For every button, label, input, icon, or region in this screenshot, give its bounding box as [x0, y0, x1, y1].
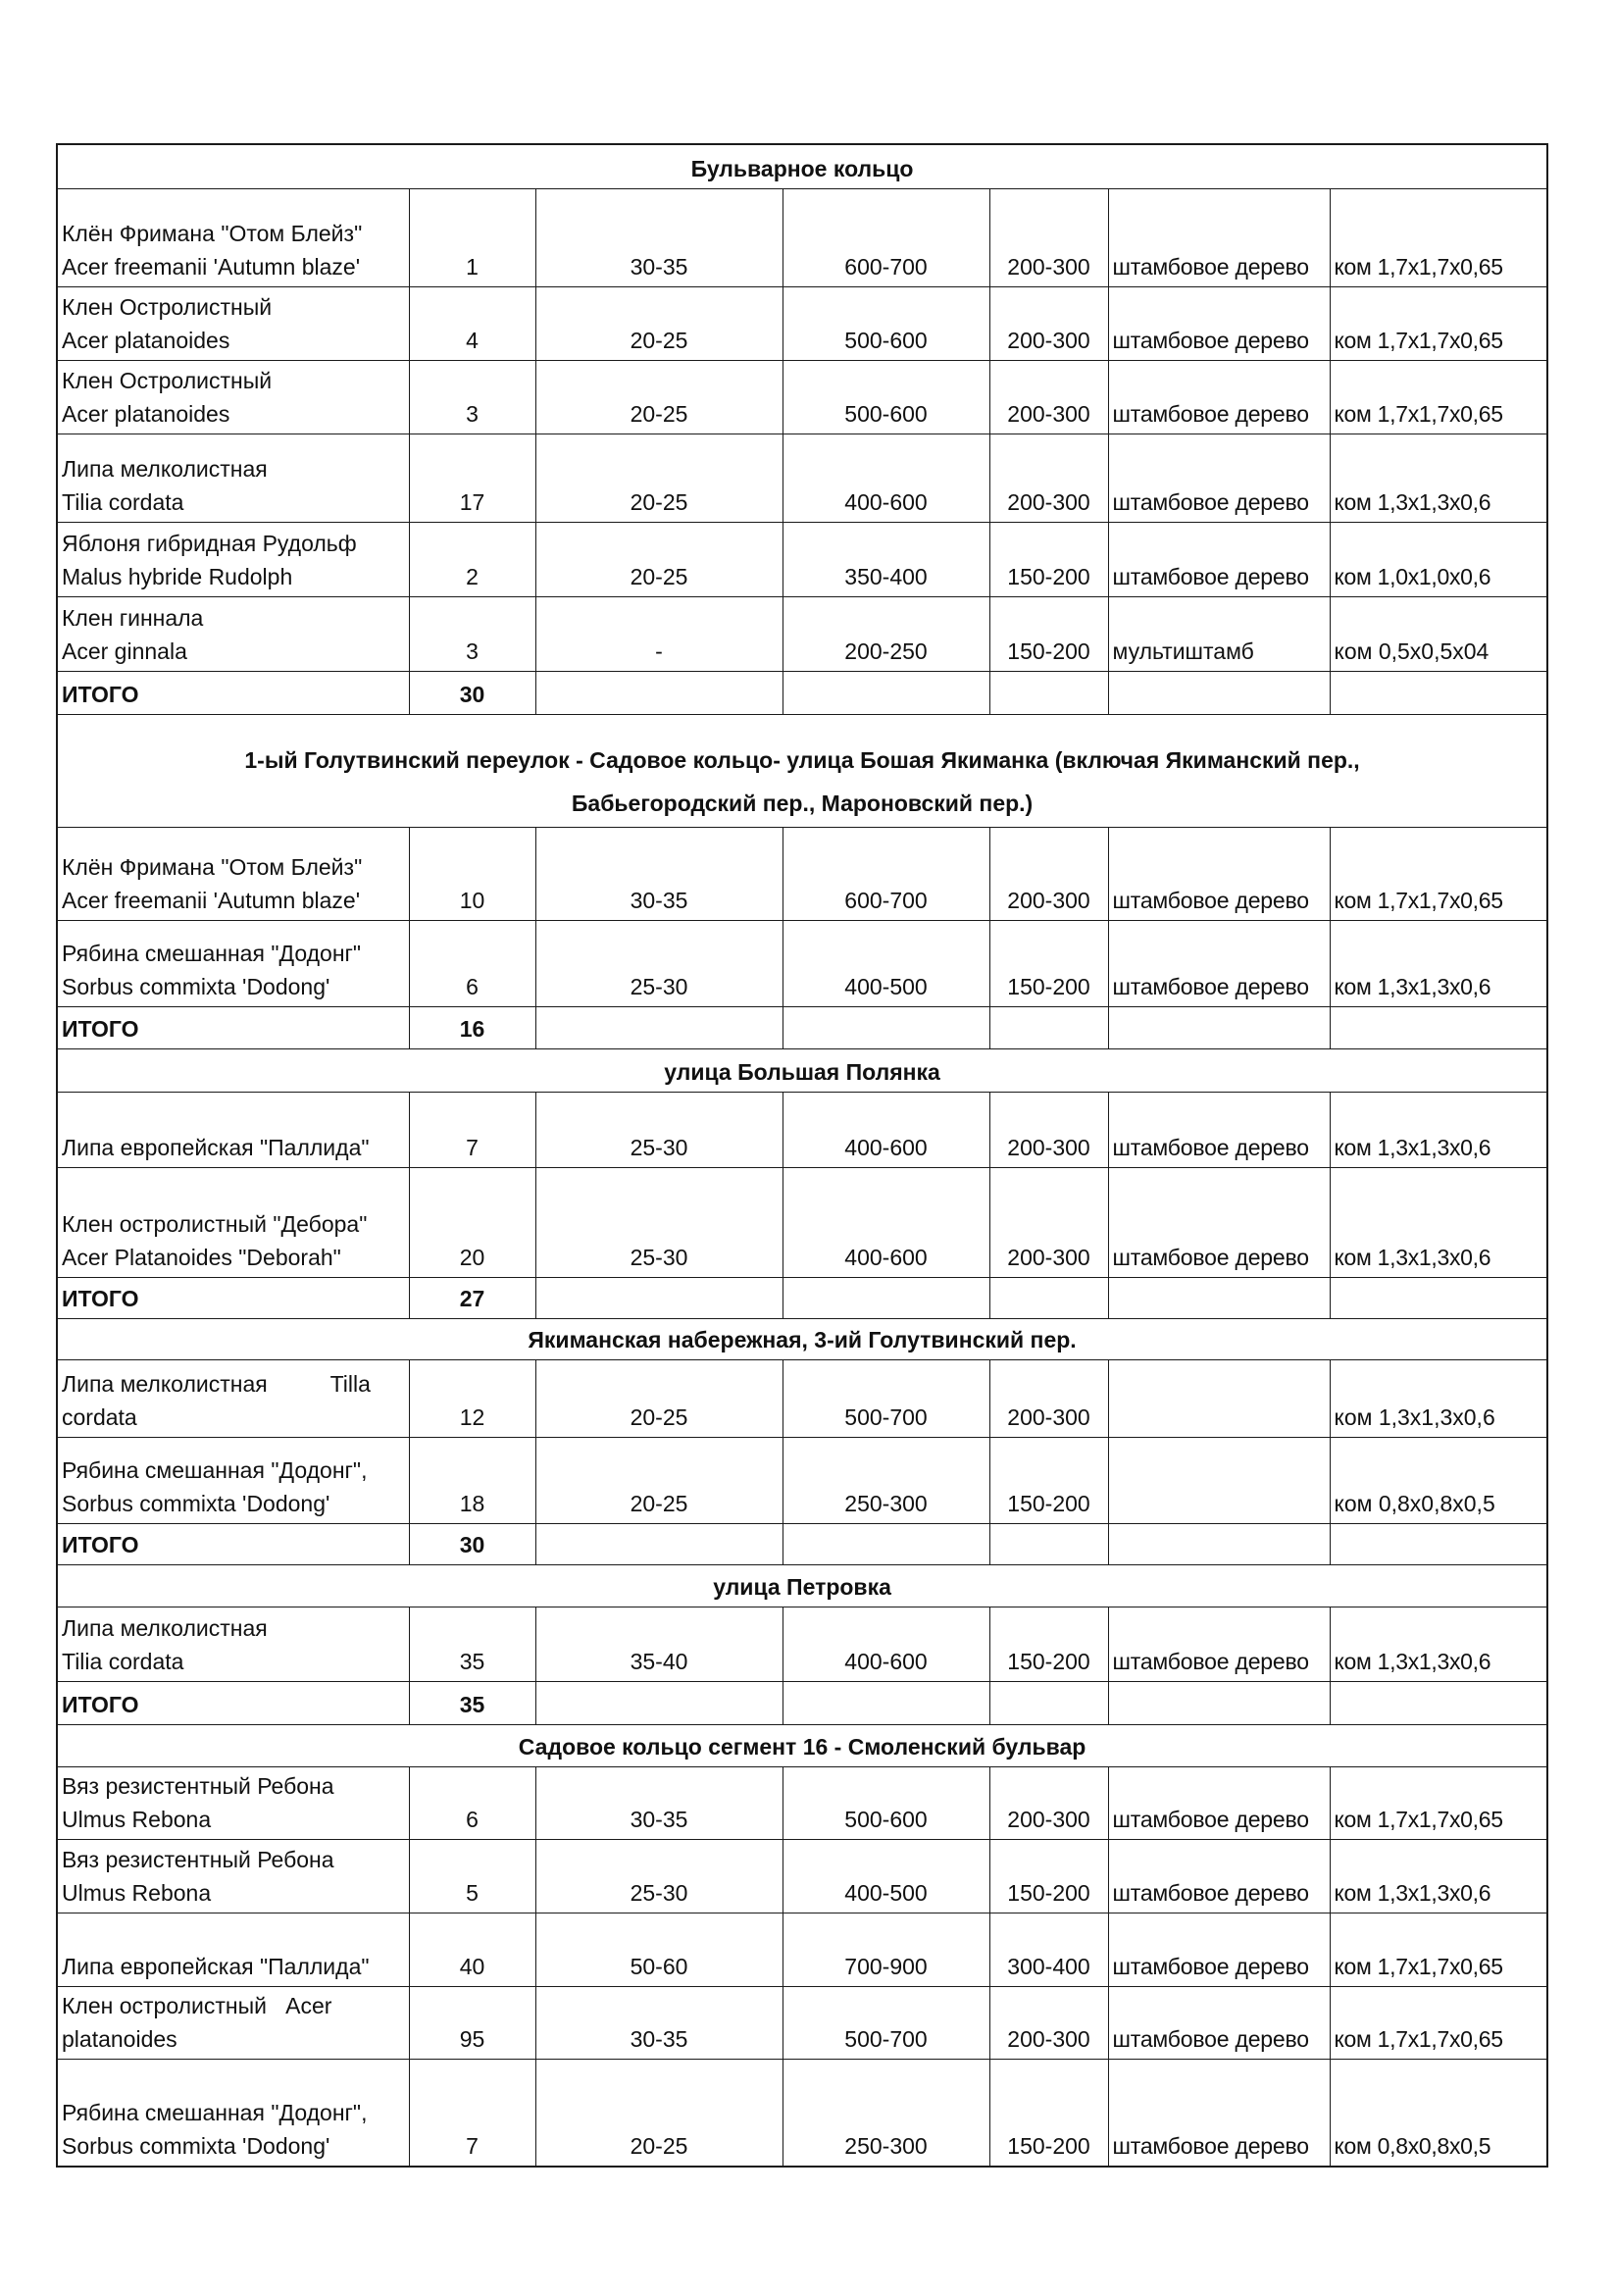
- species-cell: [57, 434, 409, 522]
- species-name-ru: Клён Фримана "Отом Блейз": [62, 853, 363, 880]
- total-value: 30: [409, 671, 535, 714]
- rootball-cell: ком 1,7х1,7х0,65: [1330, 1913, 1547, 1986]
- col5-cell: 200-300: [989, 1359, 1108, 1437]
- empty-cell: [535, 1523, 783, 1564]
- table-row: [57, 1092, 1547, 1167]
- col4-cell: 350-400: [783, 522, 989, 596]
- rootball-cell: ком 1,3х1,3х0,6: [1330, 1167, 1547, 1277]
- total-row: [57, 1006, 1547, 1048]
- empty-cell: [535, 1681, 783, 1724]
- total-label: ИТОГО: [57, 1681, 409, 1724]
- col5-cell: 200-300: [989, 360, 1108, 434]
- col3-cell: 20-25: [535, 286, 783, 360]
- rootball-cell: ком 1,7х1,7х0,65: [1330, 286, 1547, 360]
- quantity-cell: 7: [409, 2059, 535, 2167]
- col5-cell: 200-300: [989, 1766, 1108, 1839]
- empty-cell: [989, 1277, 1108, 1318]
- species-name-ru: Вяз резистентный Ребона: [62, 1846, 334, 1872]
- species-name-latin: Acer platanoides: [62, 400, 230, 427]
- rootball-cell: ком 0,8х0,8х0,5: [1330, 1437, 1547, 1523]
- quantity-cell: 2: [409, 522, 535, 596]
- section-title-line1: 1-ый Голутвинский переулок - Садовое кольцо- улица Бошая Якиманка (включая Якиманский пер.,: [244, 746, 1360, 773]
- col4-cell: 600-700: [783, 188, 989, 286]
- species-cell: [57, 522, 409, 596]
- quantity-cell: 1: [409, 188, 535, 286]
- col5-cell: 200-300: [989, 827, 1108, 920]
- total-row: [57, 1681, 1547, 1724]
- col5-cell: 200-300: [989, 1092, 1108, 1167]
- col3-cell: 20-25: [535, 2059, 783, 2167]
- empty-cell: [1330, 1006, 1547, 1048]
- empty-cell: [535, 1006, 783, 1048]
- empty-cell: [989, 1681, 1108, 1724]
- col5-cell: 150-200: [989, 522, 1108, 596]
- rootball-cell: ком 1,7х1,7х0,65: [1330, 1986, 1547, 2059]
- rootball-cell: ком 1,7х1,7х0,65: [1330, 360, 1547, 434]
- section-title: Якиманская набережная, 3-ий Голутвинский пер.: [57, 1318, 1547, 1359]
- empty-cell: [989, 1523, 1108, 1564]
- col4-cell: 400-500: [783, 1839, 989, 1913]
- quantity-cell: 3: [409, 360, 535, 434]
- table-row: [57, 1986, 1547, 2059]
- col4-cell: 400-600: [783, 1167, 989, 1277]
- species-name-ru: Клен гиннала: [62, 604, 204, 631]
- empty-cell: [783, 1681, 989, 1724]
- col4-cell: 250-300: [783, 1437, 989, 1523]
- col3-cell: 35-40: [535, 1607, 783, 1681]
- total-row: [57, 1523, 1547, 1564]
- total-value: 27: [409, 1277, 535, 1318]
- empty-cell: [1330, 1681, 1547, 1724]
- species-name-latin: Ulmus Rebona: [62, 1879, 212, 1906]
- section-header: [57, 1564, 1547, 1607]
- col5-cell: 150-200: [989, 1607, 1108, 1681]
- form-cell: штамбовое дерево: [1108, 920, 1330, 1006]
- species-cell: [57, 360, 409, 434]
- quantity-cell: 40: [409, 1913, 535, 1986]
- section-title: улица Большая Полянка: [57, 1048, 1547, 1092]
- quantity-cell: 6: [409, 920, 535, 1006]
- table-row: [57, 522, 1547, 596]
- rootball-cell: ком 1,3х1,3х0,6: [1330, 920, 1547, 1006]
- empty-cell: [1330, 1277, 1547, 1318]
- form-cell: штамбовое дерево: [1108, 286, 1330, 360]
- empty-cell: [1108, 1681, 1330, 1724]
- form-cell: штамбовое дерево: [1108, 360, 1330, 434]
- species-cell: [57, 1913, 409, 1986]
- quantity-cell: 7: [409, 1092, 535, 1167]
- table-row: [57, 1167, 1547, 1277]
- species-cell: [57, 596, 409, 671]
- species-cell: [57, 1167, 409, 1277]
- col3-cell: 30-35: [535, 1986, 783, 2059]
- species-cell: [57, 188, 409, 286]
- col4-cell: 500-600: [783, 286, 989, 360]
- rootball-cell: ком 1,3х1,3х0,6: [1330, 434, 1547, 522]
- table-row: [57, 434, 1547, 522]
- table-row: [57, 2059, 1547, 2167]
- plant-list-table: [56, 143, 1548, 2168]
- empty-cell: [1108, 1006, 1330, 1048]
- species-name-ru: Клён Фримана "Отом Блейз": [62, 220, 363, 246]
- quantity-cell: 6: [409, 1766, 535, 1839]
- total-value: 35: [409, 1681, 535, 1724]
- empty-cell: [1330, 1523, 1547, 1564]
- col5-cell: 150-200: [989, 1839, 1108, 1913]
- species-name-ru: Липа мелколистная Tilla: [62, 1370, 371, 1397]
- quantity-cell: 17: [409, 434, 535, 522]
- table-row: [57, 1607, 1547, 1681]
- form-cell: штамбовое дерево: [1108, 1167, 1330, 1277]
- quantity-cell: 20: [409, 1167, 535, 1277]
- empty-cell: [1330, 671, 1547, 714]
- species-name-ru: Липа мелколистная: [62, 1614, 268, 1641]
- col5-cell: 200-300: [989, 434, 1108, 522]
- table-row: [57, 1839, 1547, 1913]
- col3-cell: 25-30: [535, 1092, 783, 1167]
- rootball-cell: ком 1,3х1,3х0,6: [1330, 1359, 1547, 1437]
- rootball-cell: ком 1,0х1,0х0,6: [1330, 522, 1547, 596]
- col5-cell: 200-300: [989, 1167, 1108, 1277]
- species-name-latin: Acer ginnala: [62, 638, 187, 664]
- species-name-latin: Malus hybride Rudolph: [62, 563, 293, 589]
- form-cell: штамбовое дерево: [1108, 1766, 1330, 1839]
- form-cell: штамбовое дерево: [1108, 188, 1330, 286]
- empty-cell: [1108, 1277, 1330, 1318]
- form-cell: штамбовое дерево: [1108, 1607, 1330, 1681]
- col4-cell: 400-600: [783, 1092, 989, 1167]
- rootball-cell: ком 1,7х1,7х0,65: [1330, 188, 1547, 286]
- species-name-ru: Рябина смешанная "Додонг",: [62, 2100, 368, 2125]
- total-row: [57, 671, 1547, 714]
- total-row: [57, 1277, 1547, 1318]
- species-name-ru: Вяз резистентный Ребона: [62, 1772, 334, 1799]
- col4-cell: 400-500: [783, 920, 989, 1006]
- col4-cell: 500-600: [783, 1766, 989, 1839]
- table-row: [57, 188, 1547, 286]
- rootball-cell: ком 1,3х1,3х0,6: [1330, 1092, 1547, 1167]
- species-name-ru: Липа европейская "Паллида": [62, 1134, 370, 1160]
- form-cell: штамбовое дерево: [1108, 2059, 1330, 2167]
- quantity-cell: 18: [409, 1437, 535, 1523]
- rootball-cell: ком 0,5х0,5х04: [1330, 596, 1547, 671]
- col4-cell: 600-700: [783, 827, 989, 920]
- table-row: [57, 360, 1547, 434]
- empty-cell: [1108, 1523, 1330, 1564]
- species-name-latin: Acer freemanii 'Autumn blaze': [62, 887, 361, 913]
- species-name-ru: Липа европейская "Паллида": [62, 1953, 370, 1979]
- empty-cell: [989, 671, 1108, 714]
- table-row: [57, 1913, 1547, 1986]
- species-name-latin: Sorbus commixta 'Dodong': [62, 2133, 330, 2159]
- species-name-latin: platanoides: [62, 2025, 177, 2052]
- form-cell: штамбовое дерево: [1108, 1986, 1330, 2059]
- form-cell: штамбовое дерево: [1108, 1913, 1330, 1986]
- rootball-cell: ком 1,7х1,7х0,65: [1330, 1766, 1547, 1839]
- plant-list-sheet: [56, 143, 1546, 2168]
- quantity-cell: 35: [409, 1607, 535, 1681]
- species-name-ru: Клен Остролистный: [62, 367, 273, 393]
- species-name-latin: Acer platanoides: [62, 327, 230, 353]
- empty-cell: [535, 671, 783, 714]
- col4-cell: 500-700: [783, 1986, 989, 2059]
- table-row: [57, 1359, 1547, 1437]
- species-name-ru: Клен остролистный Acer: [62, 1992, 332, 2018]
- table-row: [57, 596, 1547, 671]
- species-name-ru: Клен остролистный "Дебора": [62, 1210, 368, 1237]
- species-cell: [57, 920, 409, 1006]
- quantity-cell: 95: [409, 1986, 535, 2059]
- col5-cell: 150-200: [989, 920, 1108, 1006]
- quantity-cell: 5: [409, 1839, 535, 1913]
- section-header: [57, 1048, 1547, 1092]
- col3-cell: 30-35: [535, 188, 783, 286]
- col5-cell: 200-300: [989, 286, 1108, 360]
- table-row: [57, 1766, 1547, 1839]
- species-name-ru: Рябина смешанная "Додонг",: [62, 1456, 368, 1483]
- species-name-latin: Tilia cordata: [62, 488, 184, 515]
- section-title: Садовое кольцо сегмент 16 - Смоленский бульвар: [57, 1724, 1547, 1766]
- empty-cell: [989, 1006, 1108, 1048]
- quantity-cell: 3: [409, 596, 535, 671]
- empty-cell: [1108, 671, 1330, 714]
- col3-cell: 30-35: [535, 827, 783, 920]
- total-label: ИТОГО: [57, 1523, 409, 1564]
- empty-cell: [783, 1523, 989, 1564]
- species-name-latin: Acer Platanoides "Deborah": [62, 1244, 341, 1270]
- form-cell: штамбовое дерево: [1108, 1839, 1330, 1913]
- species-name-ru: Клен Остролистный: [62, 293, 273, 320]
- col4-cell: 500-600: [783, 360, 989, 434]
- col3-cell: 20-25: [535, 1437, 783, 1523]
- col3-cell: 30-35: [535, 1766, 783, 1839]
- species-cell: [57, 1437, 409, 1523]
- col3-cell: 20-25: [535, 522, 783, 596]
- col4-cell: 700-900: [783, 1913, 989, 1986]
- species-name-latin: Tilia cordata: [62, 1648, 184, 1674]
- col5-cell: 150-200: [989, 2059, 1108, 2167]
- table-row: [57, 1437, 1547, 1523]
- col4-cell: 400-600: [783, 1607, 989, 1681]
- col5-cell: 300-400: [989, 1913, 1108, 1986]
- col3-cell: 25-30: [535, 1839, 783, 1913]
- species-cell: [57, 1766, 409, 1839]
- col3-cell: 20-25: [535, 1359, 783, 1437]
- col5-cell: 150-200: [989, 1437, 1108, 1523]
- empty-cell: [783, 1006, 989, 1048]
- empty-cell: [783, 671, 989, 714]
- total-label: ИТОГО: [57, 1277, 409, 1318]
- species-cell: [57, 1839, 409, 1913]
- col3-cell: 20-25: [535, 360, 783, 434]
- col3-cell: 25-30: [535, 920, 783, 1006]
- col5-cell: 150-200: [989, 596, 1108, 671]
- quantity-cell: 10: [409, 827, 535, 920]
- quantity-cell: 4: [409, 286, 535, 360]
- section-header: [57, 144, 1547, 188]
- form-cell: штамбовое дерево: [1108, 434, 1330, 522]
- section-title: улица Петровка: [57, 1564, 1547, 1607]
- section-title: [57, 714, 1547, 827]
- species-name-ru: Рябина смешанная "Додонг": [62, 940, 362, 966]
- form-cell: штамбовое дерево: [1108, 522, 1330, 596]
- species-name-latin: Ulmus Rebona: [62, 1806, 212, 1832]
- total-label: ИТОГО: [57, 1006, 409, 1048]
- total-value: 30: [409, 1523, 535, 1564]
- species-cell: [57, 1986, 409, 2059]
- species-name-ru: Яблоня гибридная Рудольф: [62, 530, 357, 556]
- total-label: ИТОГО: [57, 671, 409, 714]
- species-name-latin: Sorbus commixta 'Dodong': [62, 973, 330, 999]
- quantity-cell: 12: [409, 1359, 535, 1437]
- empty-cell: [783, 1277, 989, 1318]
- rootball-cell: ком 1,7х1,7х0,65: [1330, 827, 1547, 920]
- section-header: [57, 1724, 1547, 1766]
- form-cell: мультиштамб: [1108, 596, 1330, 671]
- col5-cell: 200-300: [989, 1986, 1108, 2059]
- species-name-latin: Sorbus commixta 'Dodong': [62, 1490, 330, 1516]
- table-row: [57, 286, 1547, 360]
- table-row: [57, 827, 1547, 920]
- section-title: Бульварное кольцо: [57, 144, 1547, 188]
- rootball-cell: ком 1,3х1,3х0,6: [1330, 1839, 1547, 1913]
- form-cell: штамбовое дерево: [1108, 1092, 1330, 1167]
- col3-cell: 20-25: [535, 434, 783, 522]
- species-cell: [57, 1607, 409, 1681]
- species-cell: [57, 2059, 409, 2167]
- rootball-cell: ком 0,8х0,8х0,5: [1330, 2059, 1547, 2167]
- section-title-line2: Бабьегородский пер., Мароновский пер.): [571, 790, 1034, 816]
- col3-cell: 25-30: [535, 1167, 783, 1277]
- col4-cell: 400-600: [783, 434, 989, 522]
- form-cell: [1108, 1359, 1330, 1437]
- species-name-ru: Липа мелколистная: [62, 455, 268, 482]
- col4-cell: 250-300: [783, 2059, 989, 2167]
- species-cell: [57, 827, 409, 920]
- species-cell: [57, 1359, 409, 1437]
- section-header: [57, 1318, 1547, 1359]
- rootball-cell: ком 1,3х1,3х0,6: [1330, 1607, 1547, 1681]
- col4-cell: 500-700: [783, 1359, 989, 1437]
- section-header: [57, 714, 1547, 827]
- species-name-latin: Acer freemanii 'Autumn blaze': [62, 253, 361, 280]
- form-cell: [1108, 1437, 1330, 1523]
- species-name-latin: cordata: [62, 1403, 137, 1430]
- species-cell: [57, 286, 409, 360]
- col4-cell: 200-250: [783, 596, 989, 671]
- form-cell: штамбовое дерево: [1108, 827, 1330, 920]
- empty-cell: [535, 1277, 783, 1318]
- total-value: 16: [409, 1006, 535, 1048]
- species-cell: [57, 1092, 409, 1167]
- table-row: [57, 920, 1547, 1006]
- col3-cell: -: [535, 596, 783, 671]
- col3-cell: 50-60: [535, 1913, 783, 1986]
- col5-cell: 200-300: [989, 188, 1108, 286]
